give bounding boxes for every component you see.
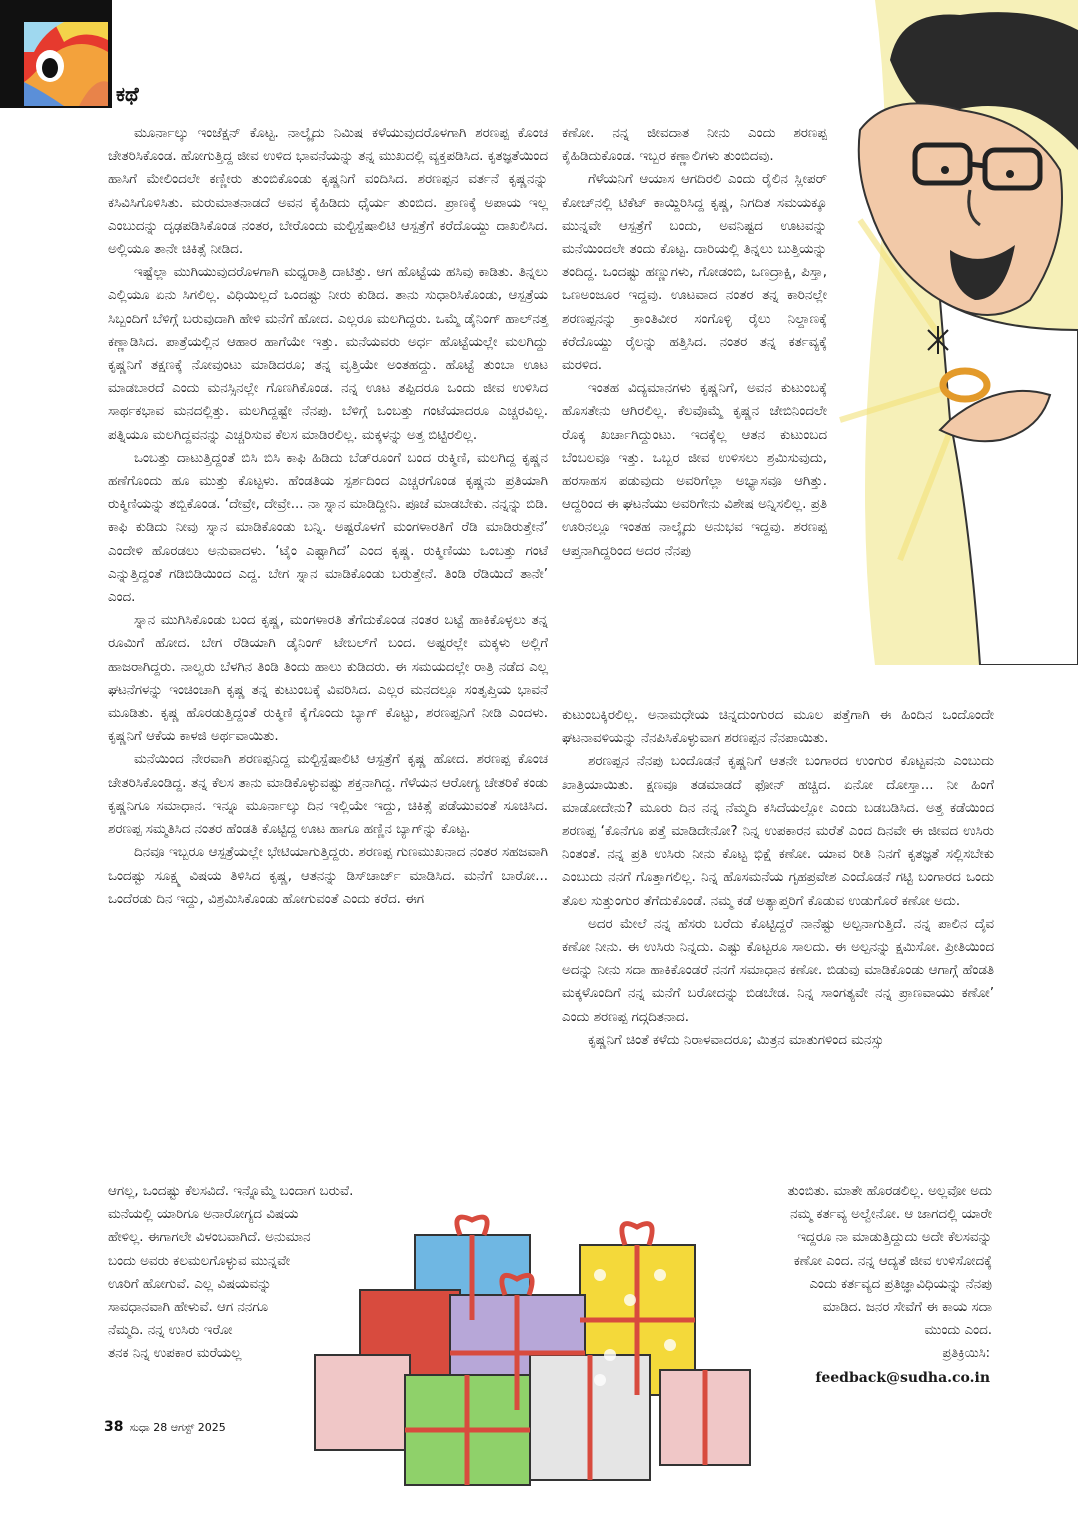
article-paragraph: ಒಂಬತ್ತು ದಾಟುತ್ತಿದ್ದಂತೆ ಬಿಸಿ ಬಿಸಿ ಕಾಫಿ ಹಿಡಿದು ಬೆಡ್‌ರೂಂಗೆ ಬಂದ ರುಕ್ಮಿಣಿ, ಮಲಗಿದ್ದ ಕೃಷ್ಣನ ಹಣೆಗೊಂದು ಹೂ ಮುತ್ತು ಕೊಟ್ಟಳು. ಹೆಂಡತಿಯ ಸ್ಪರ್ಶದಿಂದ ಎಚ್ಚರಗೊಂಡ ಕೃಷ್ಣನು ಪ್ರತಿಯಾಗಿ ರುಕ್ಮಿಣಿಯನ್ನು ತಬ್ಬಿಕೊಂಡ. ‘ದೇವ್ರೇ, ದೇವ್ರೇ... ನಾ ಸ್ನಾನ ಮಾಡಿದ್ದೀನಿ. ಪೂಜೆ ಮಾಡಬೇಕು. ನನ್ನನ್ನು ಬಿಡಿ. ಕಾಫಿ ಕುಡಿದು ನೀವು ಸ್ನಾನ ಮಾಡಿಕೊಂಡು ಬನ್ನಿ. ಅಷ್ಟರೊಳಗೆ ಮಂಗಳಾರತಿಗೆ ರೆಡಿ ಮಾಡಿರುತ್ತೇನೆ’ ಎಂದೇಳಿ ಹೊರಡಲು ಅನುವಾದಳು. ‘ಟೈಂ ಎಷ್ಟಾಗಿದೆ’ ಎಂದ ಕೃಷ್ಣ. ರುಕ್ಮಿಣಿಯು ಒಂಬತ್ತು ಗಂಟೆ ಎನ್ನುತ್ತಿದ್ದಂತೆ ಗಡಿಬಿಡಿಯಿಂದ ಎದ್ದ. ಬೇಗ ಸ್ನಾನ ಮಾಡಿಕೊಂಡು ಬರುತ್ತೇನೆ. ತಿಂಡಿ ರೆಡಿಯಿದೆ ತಾನೇ’ ಎಂದ. [108, 450, 548, 606]
article-line: ಮನೆಯಲ್ಲಿ ಯಾರಿಗೂ ಅನಾರೋಗ್ಯದ ವಿಷಯ [108, 1207, 299, 1223]
article-column-left [108, 122, 548, 911]
feedback-label: ಪ್ರತಿಕ್ರಿಯಿಸಿ: [942, 1346, 990, 1361]
article-line: ತನಕ ನಿನ್ನ ಉಪಕಾರ ಮರೆಯಲ್ಲ [108, 1346, 242, 1362]
article-line: ಮುಂದು ಎಂದ. [924, 1323, 992, 1339]
article-line: ಎಂದು ಕರ್ತವ್ಯದ ಪ್ರತಿಜ್ಞಾವಿಧಿಯನ್ನು ನೆನಪು [809, 1276, 992, 1292]
article-paragraph: ಕಣೋ. ನನ್ನ ಜೀವದಾತ ನೀನು ಎಂದು ಶರಣಪ್ಪ ಕೈಹಿಡಿದುಕೊಂಡ. ಇಬ್ಬರ ಕಣ್ಣಾಲಿಗಳು ತುಂಬಿದವು. [562, 126, 827, 165]
article-paragraph: ಮನೆಯಿಂದ ನೇರವಾಗಿ ಶರಣಪ್ಪನಿದ್ದ ಮಲ್ಟಿಸ್ಪೆಷಾಲಿಟಿ ಆಸ್ಪತ್ರೆಗೆ ಕೃಷ್ಣ ಹೋದ. ಶರಣಪ್ಪ ಕೊಂಚ ಚೇತರಿಸಿಕೊಂಡಿದ್ದ. ತನ್ನ ಕೆಲಸ ತಾನು ಮಾಡಿಕೊಳ್ಳುವಷ್ಟು ಶಕ್ತನಾಗಿದ್ದ. ಗೆಳೆಯನ ಆರೋಗ್ಯ ಚೇತರಿಕೆ ಕಂಡು ಕೃಷ್ಣನಿಗೂ ಸಮಾಧಾನ. ಇನ್ನೂ ಮೂರ್ನಾಲ್ಕು ದಿನ ಇಲ್ಲಿಯೇ ಇದ್ದು, ಚಿಕಿತ್ಸೆ ಪಡೆಯುವಂತೆ ಸೂಚಿಸಿದ. ಶರಣಪ್ಪ ಸಮ್ಮತಿಸಿದ ನಂತರ ಹೆಂಡತಿ ಕೊಟ್ಟಿದ್ದ ಊಟ ಹಾಗೂ ಹಣ್ಣಿನ ಬ್ಯಾಗ್‌ನ್ನು ಕೊಟ್ಟ. [108, 752, 548, 838]
section-label: ಕಥೆ [116, 82, 139, 106]
article-paragraph: ಗೆಳೆಯನಿಗೆ ಆಯಾಸ ಆಗದಿರಲಿ ಎಂದು ರೈಲಿನ ಸ್ಲೀಪರ್ ಕೋಚ್‌ನಲ್ಲಿ ಟಿಕೆಟ್ ಕಾಯ್ದಿರಿಸಿದ್ದ ಕೃಷ್ಣ, ನಿಗದಿತ ಸಮಯಕ್ಕೂ ಮುನ್ನವೇ ಆಸ್ಪತ್ರೆಗೆ ಬಂದು, ಅವನಿಷ್ಟದ ಊಟವನ್ನು ಮನೆಯಿಂದಲೇ ತಂದು ಕೊಟ್ಟ. ದಾರಿಯಲ್ಲಿ ತಿನ್ನಲು ಬುತ್ತಿಯನ್ನು ತಂದಿದ್ದ. ಒಂದಷ್ಟು ಹಣ್ಣುಗಳು, ಗೋಡಂಬಿ, ಒಣದ್ರಾಕ್ಷಿ, ಪಿಸ್ತಾ, ಒಣಅಂಜೂರ ಇದ್ದವು. ಊಟವಾದ ನಂತರ ತನ್ನ ಕಾರಿನಲ್ಲೇ ಶರಣಪ್ಪನನ್ನು ಕ್ರಾಂತಿವೀರ ಸಂಗೊಳ್ಳಿ ರೈಲು ನಿಲ್ದಾಣಕ್ಕೆ ಕರೆದೊಯ್ದು ರೈಲನ್ನು ಹತ್ತಿಸಿದ. ನಂತರ ತನ್ನ ಕರ್ತವ್ಯಕ್ಕೆ ಮರಳಿದ. [562, 172, 827, 374]
article-right-tail [662, 1180, 992, 1342]
article-line: ಸಾವಧಾನವಾಗಿ ಹೇಳುವೆ. ಆಗ ನನಗೂ [108, 1300, 269, 1316]
article-line: ಇದ್ದರೂ ನಾ ಮಾಡುತ್ತಿದ್ದುದು ಅದೇ ಕೆಲಸವನ್ನು [797, 1230, 992, 1246]
article-line: ಮಾಡಿದ. ಜನರ ಸೇವೆಗೆ ಈ ಕಾಯ ಸದಾ [822, 1300, 992, 1316]
section-logo-art [24, 22, 108, 106]
page-folio [104, 1419, 226, 1435]
article-paragraph: ಕುಟುಂಬಕ್ಕಿರಲಿಲ್ಲ. ಅನಾಮಧೇಯ ಚಿನ್ನದುಂಗುರದ ಮೂಲ ಪತ್ತೆಗಾಗಿ ಈ ಹಿಂದಿನ ಒಂದೊಂದೇ ಘಟನಾವಳಿಯನ್ನು ನೆನಪಿಸಿಕೊಳ್ಳುವಾಗ ಶರಣಪ್ಪನ ನೆನಪಾಯಿತು. [562, 708, 994, 747]
article-column-bottom [562, 704, 994, 1052]
magazine-issue: ಸುಧಾ 28 ಆಗಸ್ಟ್ 2025 [129, 1421, 226, 1434]
article-line: ಆಗಲ್ಲ, ಒಂದಷ್ಟು ಕೆಲಸವಿದೆ. ಇನ್ನೊಮ್ಮೆ ಬಂದಾಗ ಬರುವೆ. [108, 1184, 354, 1199]
article-line: ತುಂಬಿತು. ಮಾತೇ ಹೊರಡಲಿಲ್ಲ. ಅಲ್ಲವೋ ಅದು [787, 1184, 992, 1199]
article-line: ಊರಿಗೆ ಹೋಗುವೆ. ಎಲ್ಲ ವಿಷಯವನ್ನು [108, 1276, 272, 1292]
article-paragraph: ಇಷ್ಟೆಲ್ಲಾ ಮುಗಿಯುವುದರೊಳಗಾಗಿ ಮಧ್ಯರಾತ್ರಿ ದಾಟಿತ್ತು. ಆಗ ಹೊಟ್ಟೆಯ ಹಸಿವು ಕಾಡಿತು. ತಿನ್ನಲು ಎಲ್ಲಿಯೂ ಏನು ಸಿಗಲಿಲ್ಲ. ವಿಧಿಯಿಲ್ಲದೆ ಒಂದಷ್ಟು ನೀರು ಕುಡಿದ. ತಾನು ಸುಧಾರಿಸಿಕೊಂಡು, ಆಸ್ಪತ್ರೆಯ ಸಿಬ್ಬಂದಿಗೆ ಬೆಳಿಗ್ಗೆ ಬರುವುದಾಗಿ ಹೇಳಿ ಮನೆಗೆ ಹೋದ. ಎಲ್ಲರೂ ಮಲಗಿದ್ದರು. ಒಮ್ಮೆ ಡೈನಿಂಗ್ ಹಾಲ್‌ನತ್ತ ಕಣ್ಣಾಡಿಸಿದ. ಪಾತ್ರೆಯಲ್ಲಿನ ಆಹಾರ ಹಾಗೆಯೇ ಇತ್ತು. ಮನೆಯವರು ಅರ್ಧ ಹೊಟ್ಟೆಯಲ್ಲೇ ಮಲಗಿದ್ದು ಕೃಷ್ಣನಿಗೆ ತಕ್ಷಣಕ್ಕೆ ನೋವುಂಟು ಮಾಡಿದರೂ; ತನ್ನ ವೃತ್ತಿಯೇ ಅಂತಹದ್ದು. ಹೊಟ್ಟೆ ತುಂಬಾ ಊಟ ಮಾಡಬಾರದೆ ಎಂದು ಮನಸ್ಸಿನಲ್ಲೇ ಗೊಣಗಿಕೊಂಡ. ನನ್ನ ಊಟ ತಪ್ಪಿದರೂ ಒಂದು ಜೀವ ಉಳಿಸಿದ ಸಾರ್ಥಕಭಾವ ಮನದಲ್ಲಿತ್ತು. ಮಲಗಿದ್ದಷ್ಟೇ ನೆನಪು. ಬೆಳಿಗ್ಗೆ ಒಂಬತ್ತು ಗಂಟೆಯಾದರೂ ಎಚ್ಚರವಿಲ್ಲ. ಪತ್ನಿಯೂ ಮಲಗಿದ್ದವನನ್ನು ಎಚ್ಚರಿಸುವ ಕೆಲಸ ಮಾಡಿರಲಿಲ್ಲ. ಮಕ್ಕಳನ್ನು ಅತ್ತ ಬಿಟ್ಟಿರಲಿಲ್ಲ. [108, 265, 548, 443]
man-illustration [800, 0, 1078, 665]
article-paragraph: ಅದರ ಮೇಲೆ ನನ್ನ ಹೆಸರು ಬರೆದು ಕೊಟ್ಟಿದ್ದರೆ ನಾನೆಷ್ಟು ಅಲ್ಪನಾಗುತ್ತಿದೆ. ನನ್ನ ಪಾಲಿನ ದೈವ ಕಣೋ ನೀನು. ಈ ಉಸಿರು ನಿನ್ನದು. ಎಷ್ಟು ಕೊಟ್ಟರೂ ಸಾಲದು. ಈ ಅಲ್ಪನನ್ನು ಕ್ಷಮಿಸೋ. ಪ್ರೀತಿಯಿಂದ ಅದನ್ನು ನೀನು ಸದಾ ಹಾಕಿಕೊಂಡರೆ ನನಗೆ ಸಮಾಧಾನ ಕಣೋ. ಬಿಡುವು ಮಾಡಿಕೊಂಡು ಆಗಾಗ್ಗೆ ಹೆಂಡತಿ ಮಕ್ಕಳೊಂದಿಗೆ ನನ್ನ ಮನೆಗೆ ಬರೋದನ್ನು ಬಿಡಬೇಡ. ನಿನ್ನ ಸಾಂಗತ್ಯವೇ ನನ್ನ ಪ್ರಾಣವಾಯು ಕಣೋ’ ಎಂದು ಶರಣಪ್ಪ ಗದ್ಗದಿತನಾದ. [562, 916, 994, 1025]
article-column-right [562, 122, 827, 563]
article-line: ಕಣೋ ಎಂದ. ನನ್ನ ಆದ್ಯತೆ ಜೀವ ಉಳಿಸೋದಕ್ಕೆ [793, 1253, 992, 1269]
article-paragraph: ಸ್ನಾನ ಮುಗಿಸಿಕೊಂಡು ಬಂದ ಕೃಷ್ಣ, ಮಂಗಳಾರತಿ ತೆಗೆದುಕೊಂಡ ನಂತರ ಬಟ್ಟೆ ಹಾಕಿಕೊಳ್ಳಲು ತನ್ನ ರೂಮಿಗೆ ಹೋದ. ಬೇಗ ರೆಡಿಯಾಗಿ ಡೈನಿಂಗ್ ಟೇಬಲ್‌ಗೆ ಬಂದ. ಅಷ್ಟರಲ್ಲೇ ಮಕ್ಕಳು ಅಲ್ಲಿಗೆ ಹಾಜರಾಗಿದ್ದರು. ನಾಲ್ವರು ಬೆಳಗಿನ ತಿಂಡಿ ತಿಂದು ಹಾಲು ಕುಡಿದರು. ಈ ಸಮಯದಲ್ಲೇ ರಾತ್ರಿ ನಡೆದ ಎಲ್ಲ ಘಟನೆಗಳನ್ನು ಇಂಚಿಂಚಾಗಿ ಕೃಷ್ಣ ತನ್ನ ಕುಟುಂಬಕ್ಕೆ ವಿವರಿಸಿದ. ಎಲ್ಲರ ಮನದಲ್ಲೂ ಸಂತೃಪ್ತಿಯ ಭಾವನೆ ಮೂಡಿತು. ಕೃಷ್ಣ ಹೊರಡುತ್ತಿದ್ದಂತೆ ರುಕ್ಮಿಣಿ ಕೈಗೊಂದು ಬ್ಯಾಗ್ ಕೊಟ್ಟು, ಶರಣಪ್ಪನಿಗೆ ನೀಡಿ ಎಂದಳು. ಕೃಷ್ಣನಿಗೆ ಆಕೆಯ ಕಾಳಜಿ ಅರ್ಥವಾಯಿತು. [108, 613, 548, 745]
article-left-tail [108, 1180, 488, 1366]
page-number: 38 [104, 1419, 124, 1435]
article-paragraph: ದಿನವೂ ಇಬ್ಬರೂ ಆಸ್ಪತ್ರೆಯಲ್ಲೇ ಭೇಟಿಯಾಗುತ್ತಿದ್ದರು. ಶರಣಪ್ಪ ಗುಣಮುಖನಾದ ನಂತರ ಸಹಜವಾಗಿ ಒಂದಷ್ಟು ಸೂಕ್ಷ್ಮ ವಿಷಯ ತಿಳಿಸಿದ ಕೃಷ್ಣ, ಆತನನ್ನು ಡಿಸ್‌ಚಾರ್ಜ್ ಮಾಡಿಸಿದ. ಮನೆಗೆ ಬಾರೋ... ಒಂದೆರಡು ದಿನ ಇದ್ದು, ವಿಶ್ರಮಿಸಿಕೊಂಡು ಹೋಗುವಂತೆ ಎಂದು ಕರೆದ. ಈಗ [108, 845, 548, 907]
article-paragraph: ಕೃಷ್ಣನಿಗೆ ಚಿಂತೆ ಕಳೆದು ನಿರಾಳವಾದರೂ; ಮಿತ್ರನ ಮಾತುಗಳಿಂದ ಮನಸ್ಸು [588, 1032, 884, 1048]
article-line: ಹೇಳಿಲ್ಲ. ಈಗಾಗಲೇ ವಿಳಂಬವಾಗಿದೆ. ಅನುಮಾನ [108, 1230, 311, 1246]
article-paragraph: ಶರಣಪ್ಪನ ನೆನಪು ಬಂದೊಡನೆ ಕೃಷ್ಣನಿಗೆ ಆತನೇ ಬಂಗಾರದ ಉಂಗುರ ಕೊಟ್ಟವನು ಎಂಬುದು ಖಾತ್ರಿಯಾಯಿತು. ಕ್ಷಣವೂ ತಡಮಾಡದೆ ಫೋನ್ ಹಚ್ಚಿದ. ಏನೋ ದೋಸ್ತಾ... ನೀ ಹಿಂಗೆ ಮಾಡೋದೇನು? ಮೂರು ದಿನ ನನ್ನ ನೆಮ್ಮದಿ ಕಸಿದೆಯಲ್ಲೋ ಎಂದು ಬಡಬಡಿಸಿದ. ಅತ್ತ ಕಡೆಯಿಂದ ಶರಣಪ್ಪ ‘ಕೊನೆಗೂ ಪತ್ತೆ ಮಾಡಿದೇನೋ? ನಿನ್ನ ಉಪಕಾರನ ಮರೆತೆ ಎಂದ ದಿನವೇ ಈ ಜೀವದ ಉಸಿರು ನಿಂತಂತೆ. ನನ್ನ ಪ್ರತಿ ಉಸಿರು ನೀನು ಕೊಟ್ಟ ಭಿಕ್ಷೆ ಕಣೋ. ಯಾವ ರೀತಿ ನಿನಗೆ ಕೃತಜ್ಞತೆ ಸಲ್ಲಿಸಬೇಕು ಎಂಬುದು ನನಗೆ ಗೊತ್ತಾಗಲಿಲ್ಲ. ನಿನ್ನ ಹೊಸಮನೆಯ ಗೃಹಪ್ರವೇಶ ಎಂದೊಡನೆ ಗಟ್ಟಿ ಬಂಗಾರದ ಒಂದು ತೊಲ ಸುತ್ತುಂಗುರ ತೆಗೆದುಕೊಂಡೆ. ನಮ್ಮ ಕಡೆ ಅತ್ಯಾಪ್ತರಿಗೆ ಕೊಡುವ ಉಡುಗೊರೆ ಕಣೋ ಅದು. [562, 754, 994, 909]
article-paragraph: ಮೂರ್ನಾಲ್ಕು ಇಂಜೆಕ್ಷನ್ ಕೊಟ್ಟ. ನಾಲ್ಕೈದು ನಿಮಿಷ ಕಳೆಯುವುದರೊಳಗಾಗಿ ಶರಣಪ್ಪ ಕೊಂಚ ಚೇತರಿಸಿಕೊಂಡ. ಹೋಗುತ್ತಿದ್ದ ಜೀವ ಉಳಿದ ಭಾವನೆಯನ್ನು ತನ್ನ ಮುಖದಲ್ಲಿ ವ್ಯಕ್ತಪಡಿಸಿದ. ಕೃತಜ್ಞತೆಯಿಂದ ಹಾಸಿಗೆ ಮೇಲಿಂದಲೇ ಕಣ್ಣೀರು ತುಂಬಿಕೊಂಡು ಕೃಷ್ಣನಿಗೆ ವಂದಿಸಿದ. ಶರಣಪ್ಪನ ವರ್ತನೆ ಕೃಷ್ಣನನ್ನು ಕಸಿವಿಸಿಗೊಳಿಸಿತು. ಮರುಮಾತನಾಡದೆ ಅವನ ಕೈಹಿಡಿದು ಧೈರ್ಯ ತುಂಬಿದ. ಪ್ರಾಣಕ್ಕೆ ಅಪಾಯ ಇಲ್ಲ ಎಂಬುದನ್ನು ದೃಢಪಡಿಸಿಕೊಂಡ ನಂತರ, ಬೇರೊಂದು ಮಲ್ಟಿಸ್ಪೆಷಾಲಿಟಿ ಆಸ್ಪತ್ರೆಗೆ ಕರೆದೊಯ್ದು ದಾಖಲಿಸಿದ. ಅಲ್ಲಿಯೂ ತಾನೇ ಚಿಕಿತ್ಸೆ ನೀಡಿದ. [108, 126, 548, 258]
feedback-email-link[interactable]: feedback@sudha.co.in [815, 1370, 990, 1386]
article-line: ಬಂದು ಅವರು ಕಲಮಲಗೊಳ್ಳುವ ಮುನ್ನವೇ [108, 1253, 291, 1269]
article-line: ನಮ್ಮ ಕರ್ತವ್ಯ ಅಲ್ವೇನೋ. ಆ ಜಾಗದಲ್ಲಿ ಯಾರೇ [790, 1207, 992, 1223]
article-line: ನೆಮ್ಮದಿ. ನನ್ನ ಉಸಿರು ಇರೋ [108, 1323, 233, 1339]
article-paragraph: ಇಂತಹ ವಿದ್ಯಮಾನಗಳು ಕೃಷ್ಣನಿಗೆ, ಅವನ ಕುಟುಂಬಕ್ಕೆ ಹೊಸತೇನು ಆಗಿರಲಿಲ್ಲ. ಕೆಲವೊಮ್ಮೆ ಕೃಷ್ಣನ ಜೇಬಿನಿಂದಲೇ ರೊಕ್ಕ ಖರ್ಚಾಗಿದ್ದುಂಟು. ಇದಕ್ಕೆಲ್ಲ ಆತನ ಕುಟುಂಬದ ಬೆಂಬಲವೂ ಇತ್ತು. ಒಬ್ಬರ ಜೀವ ಉಳಿಸಲು ಶ್ರಮಿಸುವುದು, ಹರಸಾಹಸ ಪಡುವುದು ಅವರಿಗೆಲ್ಲಾ ಅಭ್ಯಾಸವೂ ಆಗಿತ್ತು. ಆದ್ದರಿಂದ ಈ ಘಟನೆಯು ಅವರಿಗೇನು ವಿಶೇಷ ಅನ್ನಿಸಲಿಲ್ಲ. ಪ್ರತಿ ಊರಿನಲ್ಲೂ ಇಂತಹ ನಾಲ್ಕೈದು ಅನುಭವ ಇದ್ದವು. ಶರಣಪ್ಪ ಆಪ್ತನಾಗಿದ್ದರಿಂದ ಅದರ ನೆನಪು [562, 381, 827, 559]
